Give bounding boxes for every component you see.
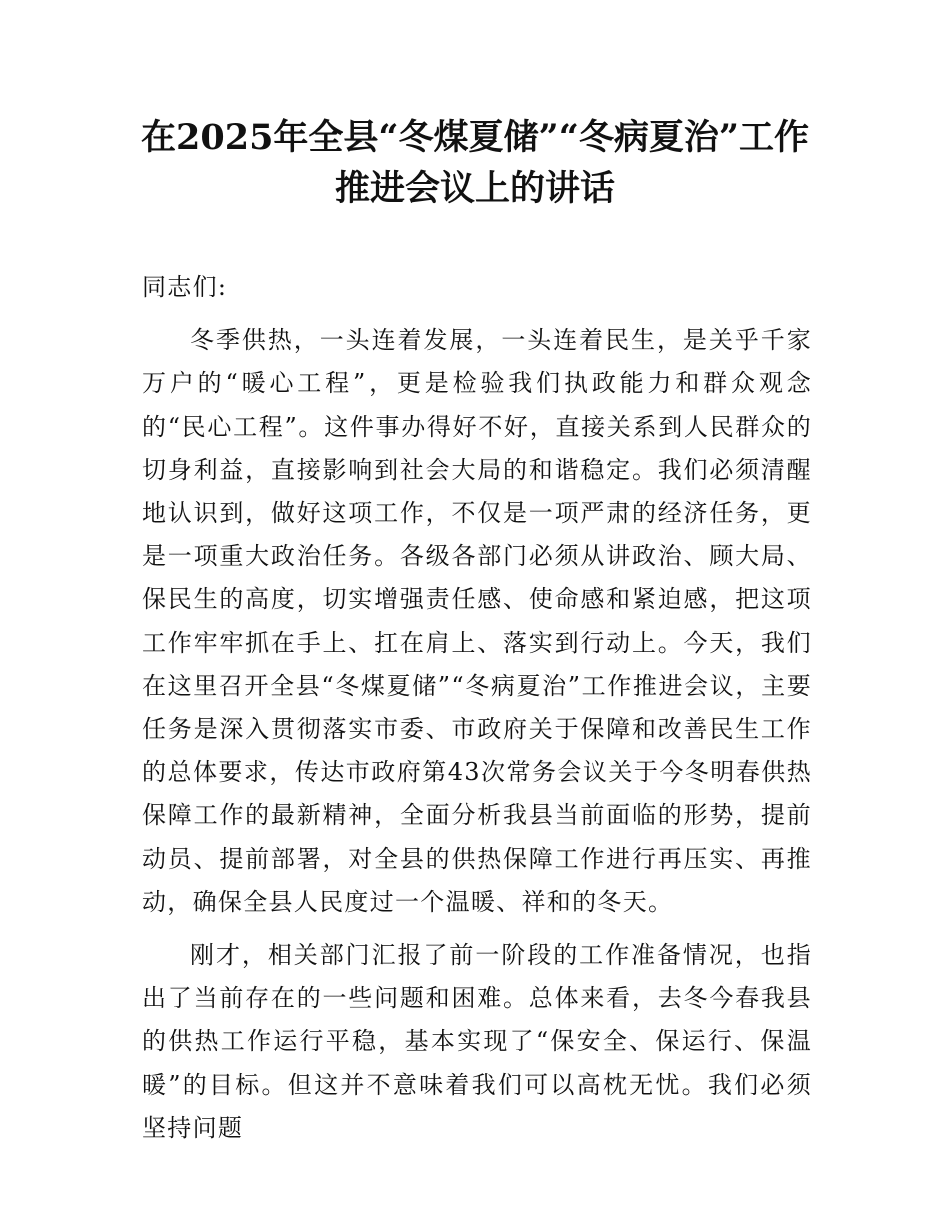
paragraph-1: 冬季供热，一头连着发展，一头连着民生，是关乎千家万户的“暖心工程”，更是检验我们执政能力和群众观念的“民心工程”。这件事办得好不好，直接关系到人民群众的切身利益，直接影响到社会大局的和谐稳定。我们必须清醒地认识到，做好这项工作，不仅是一项严肃的经济任务，更是一项重大政治任务。各级各部门必须从讲政治、顾大局、保民生的高度，切实增强责任感、使命感和紧迫感，把这项工作牢牢抓在手上、扛在肩上、落实到行动上。今天，我们在这里召开全县“冬煤夏储”“冬病夏治”工作推进会议，主要任务是深入贯彻落实市委、市政府关于保障和改善民生工作的总体要求，传达市政府第43次常务会议关于今冬明春供热保障工作的最新精神，全面分析我县当前面临的形势，提前动员、提前部署，对全县的供热保障工作进行再压实、再推动，确保全县人民度过一个温暖、祥和的冬天。 — [142, 326, 812, 916]
salutation: 同志们: — [142, 273, 228, 301]
document-body — [142, 266, 812, 1160]
document-title: 在2025年全县“冬煤夏储”“冬病夏治”工作推进会议上的讲话 — [141, 117, 809, 209]
paragraph-2: 刚才，相关部门汇报了前一阶段的工作准备情况，也指出了当前存在的一些问题和困难。总体来看，去冬今春我县的供热工作运行平稳，基本实现了“保安全、保运行、保温暖”的目标。但这并不意味着我们可以高枕无忧。我们必须坚持问题 — [142, 941, 812, 1142]
